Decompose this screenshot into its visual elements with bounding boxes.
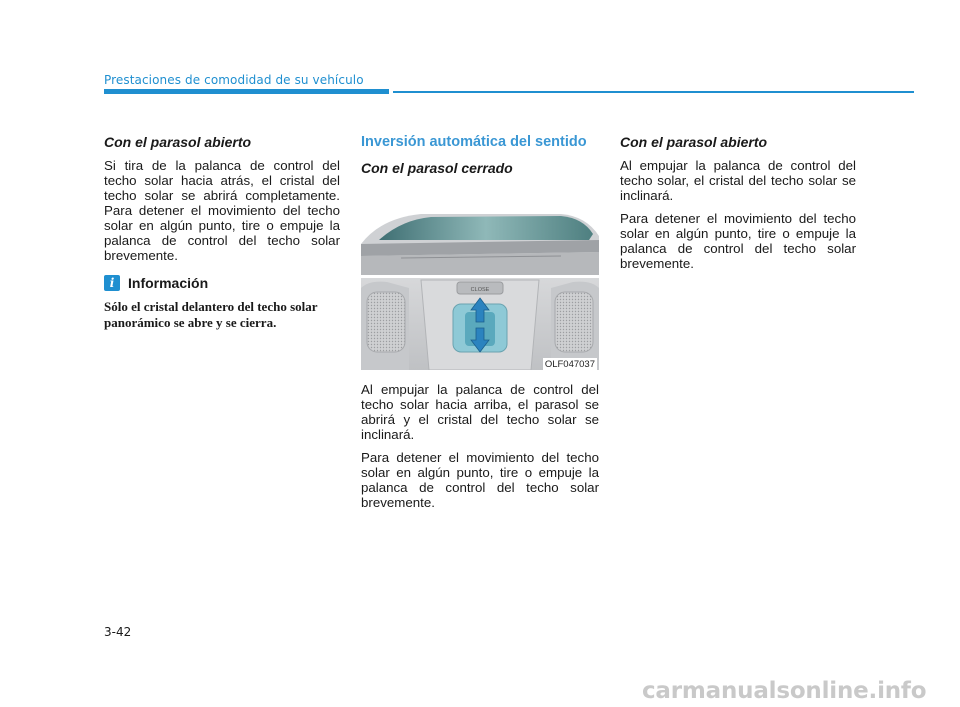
close-button-label: CLOSE xyxy=(470,287,490,293)
subheading-closed-shade: Con el parasol cerrado xyxy=(361,160,513,176)
header-rule-thin xyxy=(393,91,914,93)
info-icon: i xyxy=(104,275,120,291)
sunroof-illustration xyxy=(361,184,599,370)
info-text: Sólo el cristal delantero del techo solar panorámico se abre y se cierra. xyxy=(104,299,318,330)
info-box-header xyxy=(104,275,340,291)
column-middle xyxy=(361,134,599,518)
subheading-open-shade: Con el parasol abierto xyxy=(104,134,252,150)
section-heading-auto-reverse: Inversión automática del sentido xyxy=(361,134,587,150)
sunroof-control-figure xyxy=(361,184,599,370)
info-title: Información xyxy=(128,275,209,291)
section-header-title: Prestaciones de comodidad de su vehículo xyxy=(104,73,364,87)
paragraph-closed-shade-1: Al empujar la palanca de control del techo solar hacia arriba, el parasol se abrirá y el cristal del techo solar se inclinará. xyxy=(361,382,599,442)
column-left xyxy=(104,134,340,331)
subheading-open-shade-2: Con el parasol abierto xyxy=(620,134,768,150)
paragraph-open-shade: Si tira de la palanca de control del techo solar hacia atrás, el cristal del techo solar se abrirá completamente. Para detener el movimiento del techo solar en algún punto, tire o empuje la palanca de control del techo solar brevemente. xyxy=(104,158,340,263)
column-right xyxy=(620,134,856,279)
header-rule-thick xyxy=(104,89,389,94)
paragraph-closed-shade-2: Para detener el movimiento del techo solar en algún punto, tire o empuje la palanca de control del techo solar brevemente. xyxy=(361,450,599,510)
paragraph-open-shade-stop: Para detener el movimiento del techo solar en algún punto, tire o empuje la palanca de control del techo solar brevemente. xyxy=(620,211,856,271)
figure-code: OLF047037 xyxy=(544,359,595,370)
page-number: 3-42 xyxy=(104,625,132,639)
watermark: carmanualsonline.info xyxy=(642,678,927,704)
paragraph-open-shade-tilt: Al empujar la palanca de control del techo solar, el cristal del techo solar se inclinará. xyxy=(620,158,856,203)
